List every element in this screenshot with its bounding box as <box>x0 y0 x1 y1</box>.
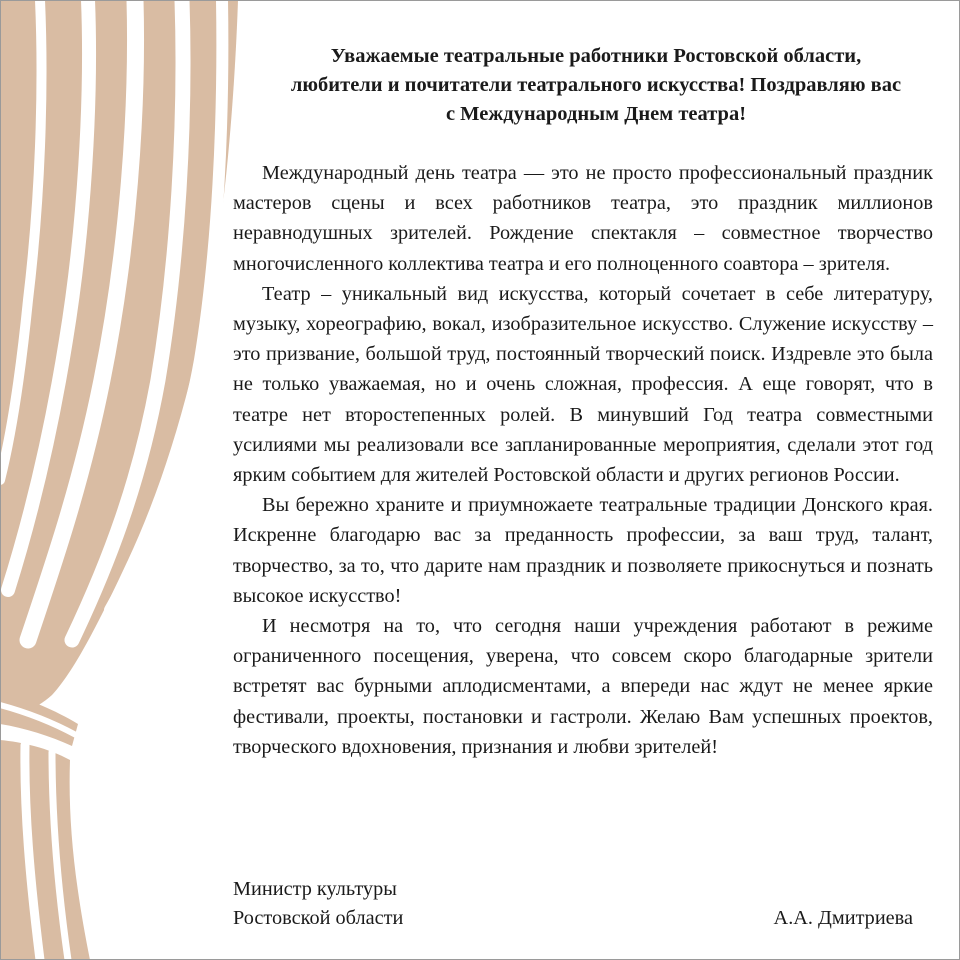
heading-line-1: Уважаемые театральные работники Ростовской области, <box>330 45 862 67</box>
signature-title-line-1: Министр культуры <box>233 878 397 900</box>
paragraph-1: Международный день театра — это не просто профессиональный праздник мастеров сцены и всех работников театра, это праздник миллионов неравнодушных зрителей. Рождение спектакля – совместное творчество многочисленного коллектива театра и его полноценного соавтора – зрителя. <box>233 162 933 275</box>
signature-block <box>233 875 913 933</box>
curtain-illustration <box>0 0 260 960</box>
letter-body <box>233 158 933 762</box>
signature-title-line-2: Ростовской области <box>233 907 404 929</box>
paragraph-4: И несмотря на то, что сегодня наши учреждения работают в режиме ограниченного посещения, уверена, что совсем скоро благодарные зрители встретят вас бурными аплодисментами, а впереди нас ждут не менее яркие фестивали, проекты, постановки и гастроли. Желаю Вам успешных проектов, творческого вдохновения, признания и любви зрителей! <box>233 615 933 758</box>
heading-line-2: любители и почитатели театрального искусства! Поздравляю вас <box>290 74 902 96</box>
paragraph-2: Театр – уникальный вид искусства, который сочетает в себе литературу, музыку, хореографию, вокал, изобразительное искусство. Служение искусству – это призвание, большой труд, постоянный творческий поиск. Издревле это была не только уважаемая, но и очень сложная, профессия. А еще говорят, что в театре нет второстепенных ролей. В минувший Год театра совместными усилиями мы реализовали все запланированные мероприятия, сделали этот год ярким событием для жителей Ростовской области и других регионов России. <box>233 282 933 487</box>
greeting-heading <box>262 42 930 129</box>
signature-name: А.А. Дмитриева <box>773 907 913 929</box>
curtain-drape-lower <box>0 740 90 960</box>
paragraph-3: Вы бережно храните и приумножаете театральные традиции Донского края. Искренне благодарю вас за преданность профессии, за ваш труд, талант, творчество, за то, что дарите нам праздник и позволяете прикоснуться и познать высокое искусство! <box>233 494 933 607</box>
heading-line-3: с Международным Днем театра! <box>445 103 747 125</box>
